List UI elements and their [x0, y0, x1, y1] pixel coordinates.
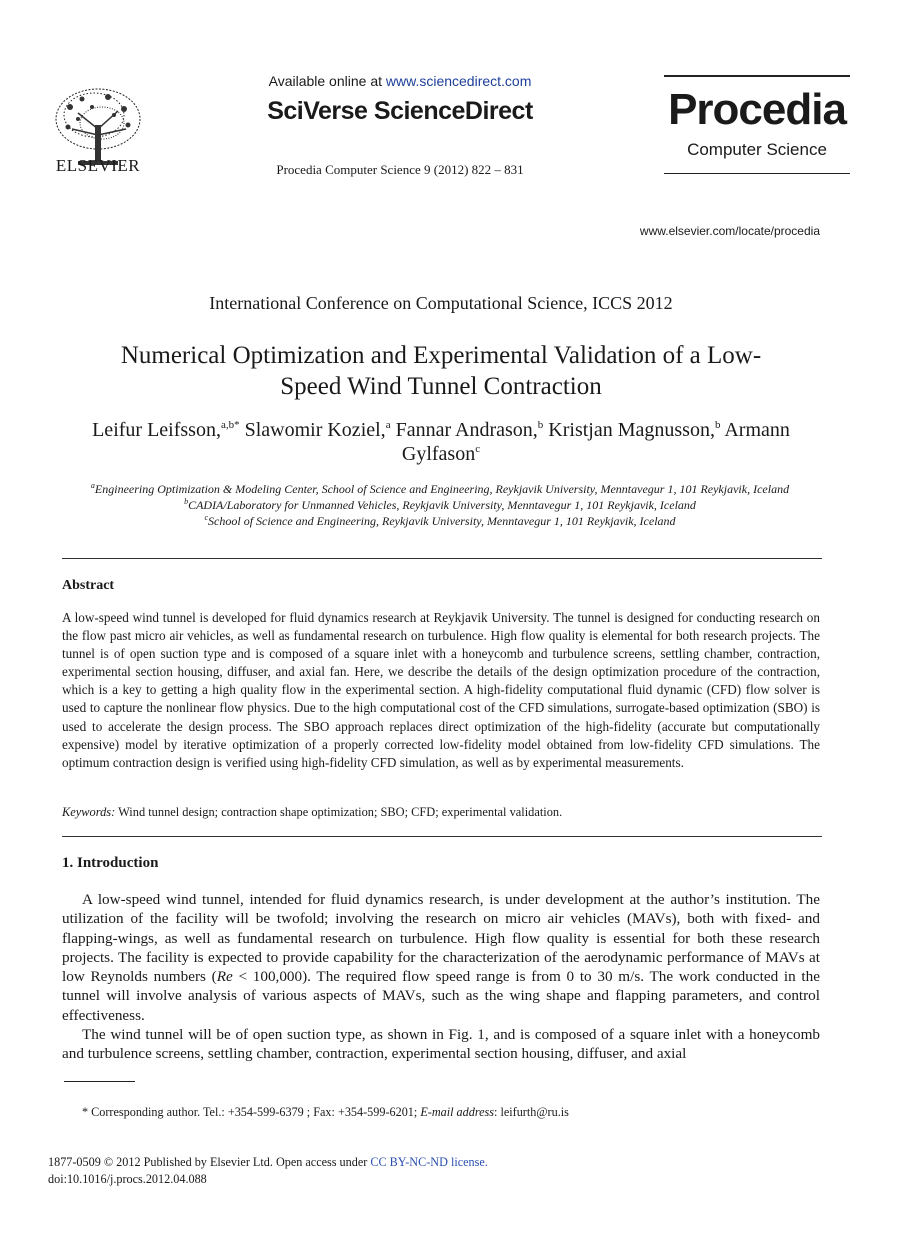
available-online: [230, 73, 570, 89]
keywords: [62, 805, 820, 820]
affil-text: CADIA/Laboratory for Unmanned Vehicles, Reykjavik University, Menntavegur 1, 101 Reykjavik, Iceland: [188, 498, 696, 512]
keywords-label: Keywords:: [62, 805, 116, 819]
footnote-email: : leifurth@ru.is: [494, 1105, 569, 1119]
author-affil-mark: b: [537, 419, 544, 431]
footnote-text: * Corresponding author. Tel.: +354-599-6379 ; Fax: +354-599-6201;: [82, 1105, 421, 1119]
procedia-logo: Procedia: [668, 85, 846, 134]
affil-mark: b: [184, 497, 189, 506]
footnote-rule: [64, 1081, 135, 1082]
paragraph-text: A low-speed wind tunnel, intended for fluid dynamics research, is under development at the author’s institution. The utilization of the facility will be twofold; involving the research on micro air vehicles (MAVs), both with fixed- and flapping-wings, as well as fundamental research on turbulence. High flow quality is essential for both these research projects. The facility is expected to provide capability for the characterization of the aerodynamic performance of MAVs at low Reynolds numbers (: [62, 891, 820, 986]
affil-mark: c: [204, 513, 209, 522]
copyright-line: [48, 1155, 488, 1170]
divider-top: [62, 558, 822, 559]
affil-text: Engineering Optimization & Modeling Center, School of Science and Engineering, Reykjavik University, Menntavegur 1, 101 Reykjavik, Iceland: [94, 482, 790, 496]
affiliation-b: [40, 498, 840, 513]
sciverse-logo: SciVerse ScienceDirect: [267, 97, 533, 125]
reynolds-symbol: Re: [216, 968, 233, 986]
paper-title: [60, 340, 822, 402]
paragraph-text: < 100,000). The required flow speed range is from 0 to 30 m/s. The work conducted in the tunnel will involve analysis of various aspects of MAVs, such as the wing shape and flapping parameters, and control effectiveness.: [62, 968, 820, 1024]
license-link[interactable]: CC BY-NC-ND license.: [370, 1155, 488, 1169]
procedia-subtitle: Computer Science: [687, 140, 827, 159]
author-name: Fannar Andrason,: [390, 419, 538, 441]
paragraph: [62, 890, 820, 1025]
author-affil-mark: a: [385, 419, 391, 431]
title-line-2: Speed Wind Tunnel Contraction: [280, 373, 602, 400]
procedia-bottom-rule: [664, 173, 850, 174]
author-name: Leifur Leifsson,: [92, 419, 221, 441]
author-affil-mark: a,b*: [220, 419, 240, 431]
abstract-heading: Abstract: [62, 578, 115, 593]
corresponding-author-footnote: [82, 1105, 569, 1120]
doi-line: doi:10.1016/j.procs.2012.04.088: [48, 1172, 207, 1186]
elsevier-wordmark: ELSEVIER: [55, 156, 141, 175]
affiliation-a: [40, 482, 840, 497]
procedia-top-rule: [664, 75, 850, 77]
author-name: Gylfason: [401, 443, 476, 465]
title-line-1: Numerical Optimization and Experimental Validation of a Low-: [120, 342, 762, 369]
affil-mark: a: [90, 481, 95, 490]
author-name: Kristjan Magnusson,: [543, 419, 715, 441]
sciencedirect-link[interactable]: www.sciencedirect.com: [385, 73, 532, 89]
paragraph: The wind tunnel will be of open suction type, as shown in Fig. 1, and is composed of a square inlet with a honeycomb and turbulence screens, settling chamber, contraction, experimental section housing, diffuser, and axial: [62, 1026, 820, 1063]
email-label: E-mail address: [420, 1105, 495, 1119]
conference-name: International Conference on Computational Science, ICCS 2012: [209, 293, 673, 313]
author-affil-mark: c: [475, 443, 481, 455]
affil-text: School of Science and Engineering, Reykjavik University, Menntavegur 1, 101 Reykjavik, Iceland: [208, 514, 676, 528]
author-name: Armann: [720, 419, 790, 441]
author-affil-mark: b: [714, 419, 721, 431]
keywords-text: Wind tunnel design; contraction shape optimization; SBO; CFD; experimental validation.: [115, 805, 563, 819]
available-prefix: Available online at: [268, 73, 382, 89]
introduction-body: [62, 890, 820, 1064]
affiliation-c: [40, 514, 840, 529]
journal-citation: Procedia Computer Science 9 (2012) 822 – 831: [276, 162, 524, 177]
journal-url[interactable]: www.elsevier.com/locate/procedia: [639, 224, 820, 238]
author-list: [60, 418, 822, 466]
divider-bottom: [62, 836, 822, 837]
author-name: Slawomir Koziel,: [239, 419, 386, 441]
section-heading: 1. Introduction: [62, 855, 159, 871]
copyright-text: 1877-0509 © 2012 Published by Elsevier Ltd. Open access under: [48, 1155, 371, 1169]
abstract-text: A low-speed wind tunnel is developed for fluid dynamics research at Reykjavik University. The tunnel is designed for conducting research on the flow past micro air vehicles, as well as fundamental research on turbulence. High flow quality is elemental for both research projects. The tunnel is of open suction type and is composed of a square inlet with a honeycomb and turbulence screens, settling chamber, contraction, experimental section housing, diffuser, and axial fan. Here, we describe the details of the design optimization procedure of the contraction, which is a key to getting a high quality flow in the experimental section. A high-fidelity computational fluid dynamic (CFD) flow solver is used to capture the nonlinear flow physics. Due to the high computational cost of the CFD simulations, surrogate-based optimization (SBO) is used to accelerate the design process. The SBO approach replaces direct optimization of the high-fidelity (accurate but computationally expensive) model by iterative optimization of a properly corrected low-fidelity model obtained from low-fidelity CFD simulations. The optimum contraction design is verified using high-fidelity CFD simulation, as well as by experimental measurements.: [62, 610, 820, 770]
